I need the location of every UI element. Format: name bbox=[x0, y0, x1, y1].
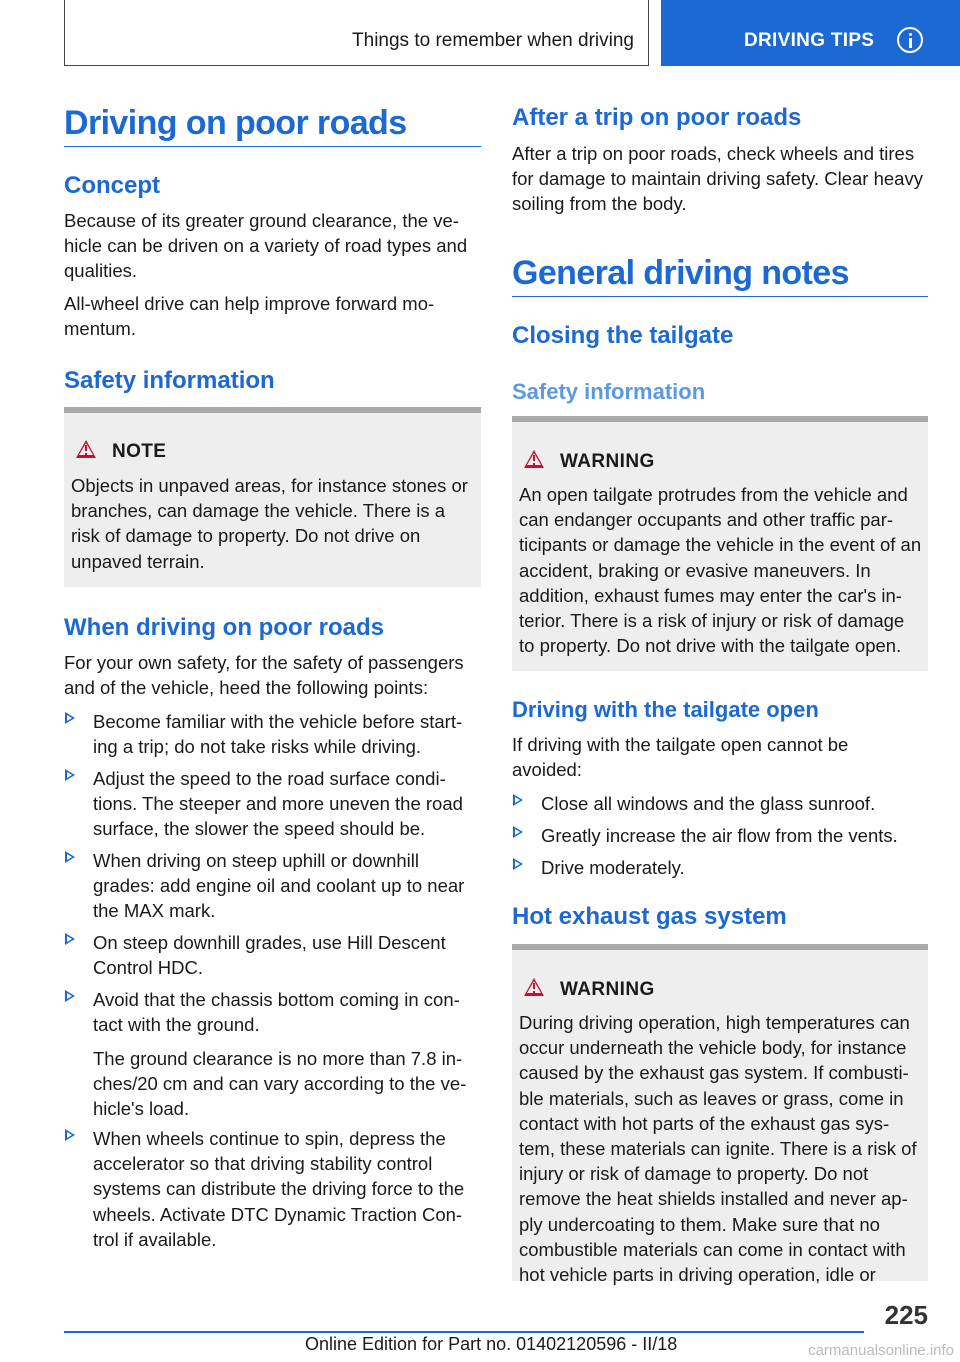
after-trip-text: After a trip on poor roads, check wheels and tires for damage to maintain driving safety. Clear heavy soiling from the body. bbox=[512, 143, 923, 215]
concept-heading: Concept bbox=[64, 172, 160, 199]
watermark: carmanualsonline.info bbox=[808, 1342, 954, 1359]
warning-box-tailgate bbox=[512, 416, 928, 671]
list-item-text: When wheels continue to spin, depress the accelerator so that driving stability control systems can distribute the driving force to the wheels. Activate DTC Dynamic Traction Con‐ trol if available. bbox=[93, 1128, 465, 1250]
concept-paragraph-2: All-wheel drive can help improve forward mo‐ mentum. bbox=[64, 293, 435, 340]
safety-heading-right: Safety information bbox=[512, 379, 706, 404]
warning-triangle-icon bbox=[524, 450, 544, 468]
footer-edition: Online Edition for Part no. 01402120596 - II/18 bbox=[305, 1334, 678, 1354]
bullet-triangle-icon bbox=[65, 769, 75, 781]
note-box bbox=[64, 407, 481, 587]
info-icon[interactable] bbox=[897, 27, 923, 53]
header-section-box bbox=[64, 0, 649, 66]
list-item-text: Drive moderately. bbox=[541, 857, 685, 878]
after-trip-heading: After a trip on poor roads bbox=[512, 104, 802, 131]
safety-heading-left: Safety information bbox=[64, 367, 275, 394]
warning-label: WARNING bbox=[560, 979, 655, 1000]
bullet-triangle-icon bbox=[513, 826, 523, 838]
list-item-text: Avoid that the chassis bottom coming in con‐ tact with the ground. bbox=[93, 989, 460, 1036]
bullet-triangle-icon bbox=[65, 712, 75, 724]
tailgate-open-intro: If driving with the tailgate open cannot be avoided: bbox=[512, 734, 849, 781]
header-section-title: Things to remember when driving bbox=[352, 30, 634, 51]
note-label: NOTE bbox=[112, 441, 167, 462]
list-item-subtext: The ground clearance is no more than 7.8 in‐ ches/20 cm and can vary according to the ve‐ hicle's load. bbox=[93, 1048, 467, 1120]
warning-triangle-icon bbox=[524, 978, 544, 996]
list-item-text: Close all windows and the glass sunroof. bbox=[541, 793, 876, 814]
poor-roads-heading: When driving on poor roads bbox=[64, 614, 384, 641]
general-notes-divider bbox=[512, 296, 928, 297]
page-title: Driving on poor roads bbox=[64, 104, 407, 142]
footer-divider bbox=[64, 1331, 864, 1333]
header-tab-driving-tips[interactable] bbox=[661, 0, 960, 66]
note-text: Objects in unpaved areas, for instance stones or branches, can damage the vehicle. There is a risk of damage to property. Do not drive on unpaved terrain. bbox=[71, 475, 468, 572]
bullet-triangle-icon bbox=[65, 851, 75, 863]
tailgate-open-heading: Driving with the tailgate open bbox=[512, 697, 819, 722]
concept-paragraph-1: Because of its greater ground clearance, the ve‐ hicle can be driven on a variety of road types and qualities. bbox=[64, 210, 468, 282]
header-tab-label: DRIVING TIPS bbox=[744, 30, 875, 51]
list-item-text: When driving on steep uphill or downhill grades: add engine oil and coolant up to near the MAX mark. bbox=[93, 850, 465, 922]
list-item-text: On steep downhill grades, use Hill Descent Control HDC. bbox=[93, 932, 446, 979]
warning-text: During driving operation, high temperatures can occur underneath the vehicle body, for instance caused by the exhaust gas system. If combusti‐ ble materials, such as leaves or grass, come in contact with hot parts of the exhaust gas sys‐ tem, these materials can ignite. There is a risk of injury or risk of damage to property. Do not remove the heat shields installed and never ap‐ ply undercoating to them. Make sure that no combustible materials can come in contact with hot vehicle parts in driving operation, idle or bbox=[519, 1012, 917, 1286]
warning-label: WARNING bbox=[560, 451, 655, 472]
bullet-triangle-icon bbox=[65, 1129, 75, 1141]
list-item-text: Become familiar with the vehicle before start‐ ing a trip; do not take risks while driving. bbox=[93, 711, 463, 758]
poor-roads-intro: For your own safety, for the safety of passengers and of the vehicle, heed the following points: bbox=[64, 652, 464, 699]
warning-text: An open tailgate protrudes from the vehicle and can endanger occupants and other traffic par‐ ticipants or damage the vehicle in the event of an accident, braking or evasive maneuvers. In addition, exhaust fumes may enter the car's in‐ terior. There is a risk of injury or risk of damage to property. Do not drive with the tailgate open. bbox=[519, 484, 922, 657]
bullet-triangle-icon bbox=[65, 990, 75, 1002]
exhaust-heading: Hot exhaust gas system bbox=[512, 903, 787, 930]
bullet-triangle-icon bbox=[65, 933, 75, 945]
tailgate-heading: Closing the tailgate bbox=[512, 322, 734, 349]
list-item-text: Greatly increase the air flow from the vents. bbox=[541, 825, 898, 846]
warning-box-exhaust bbox=[512, 944, 928, 1286]
general-notes-title: General driving notes bbox=[512, 254, 849, 292]
bullet-triangle-icon bbox=[513, 794, 523, 806]
warning-triangle-icon bbox=[76, 440, 96, 458]
page-number: 225 bbox=[884, 1300, 928, 1330]
list-item-text: Adjust the speed to the road surface condi‐ tions. The steeper and more uneven the road surface, the slower the speed should be. bbox=[93, 768, 463, 840]
title-divider bbox=[64, 146, 481, 147]
bullet-triangle-icon bbox=[513, 858, 523, 870]
